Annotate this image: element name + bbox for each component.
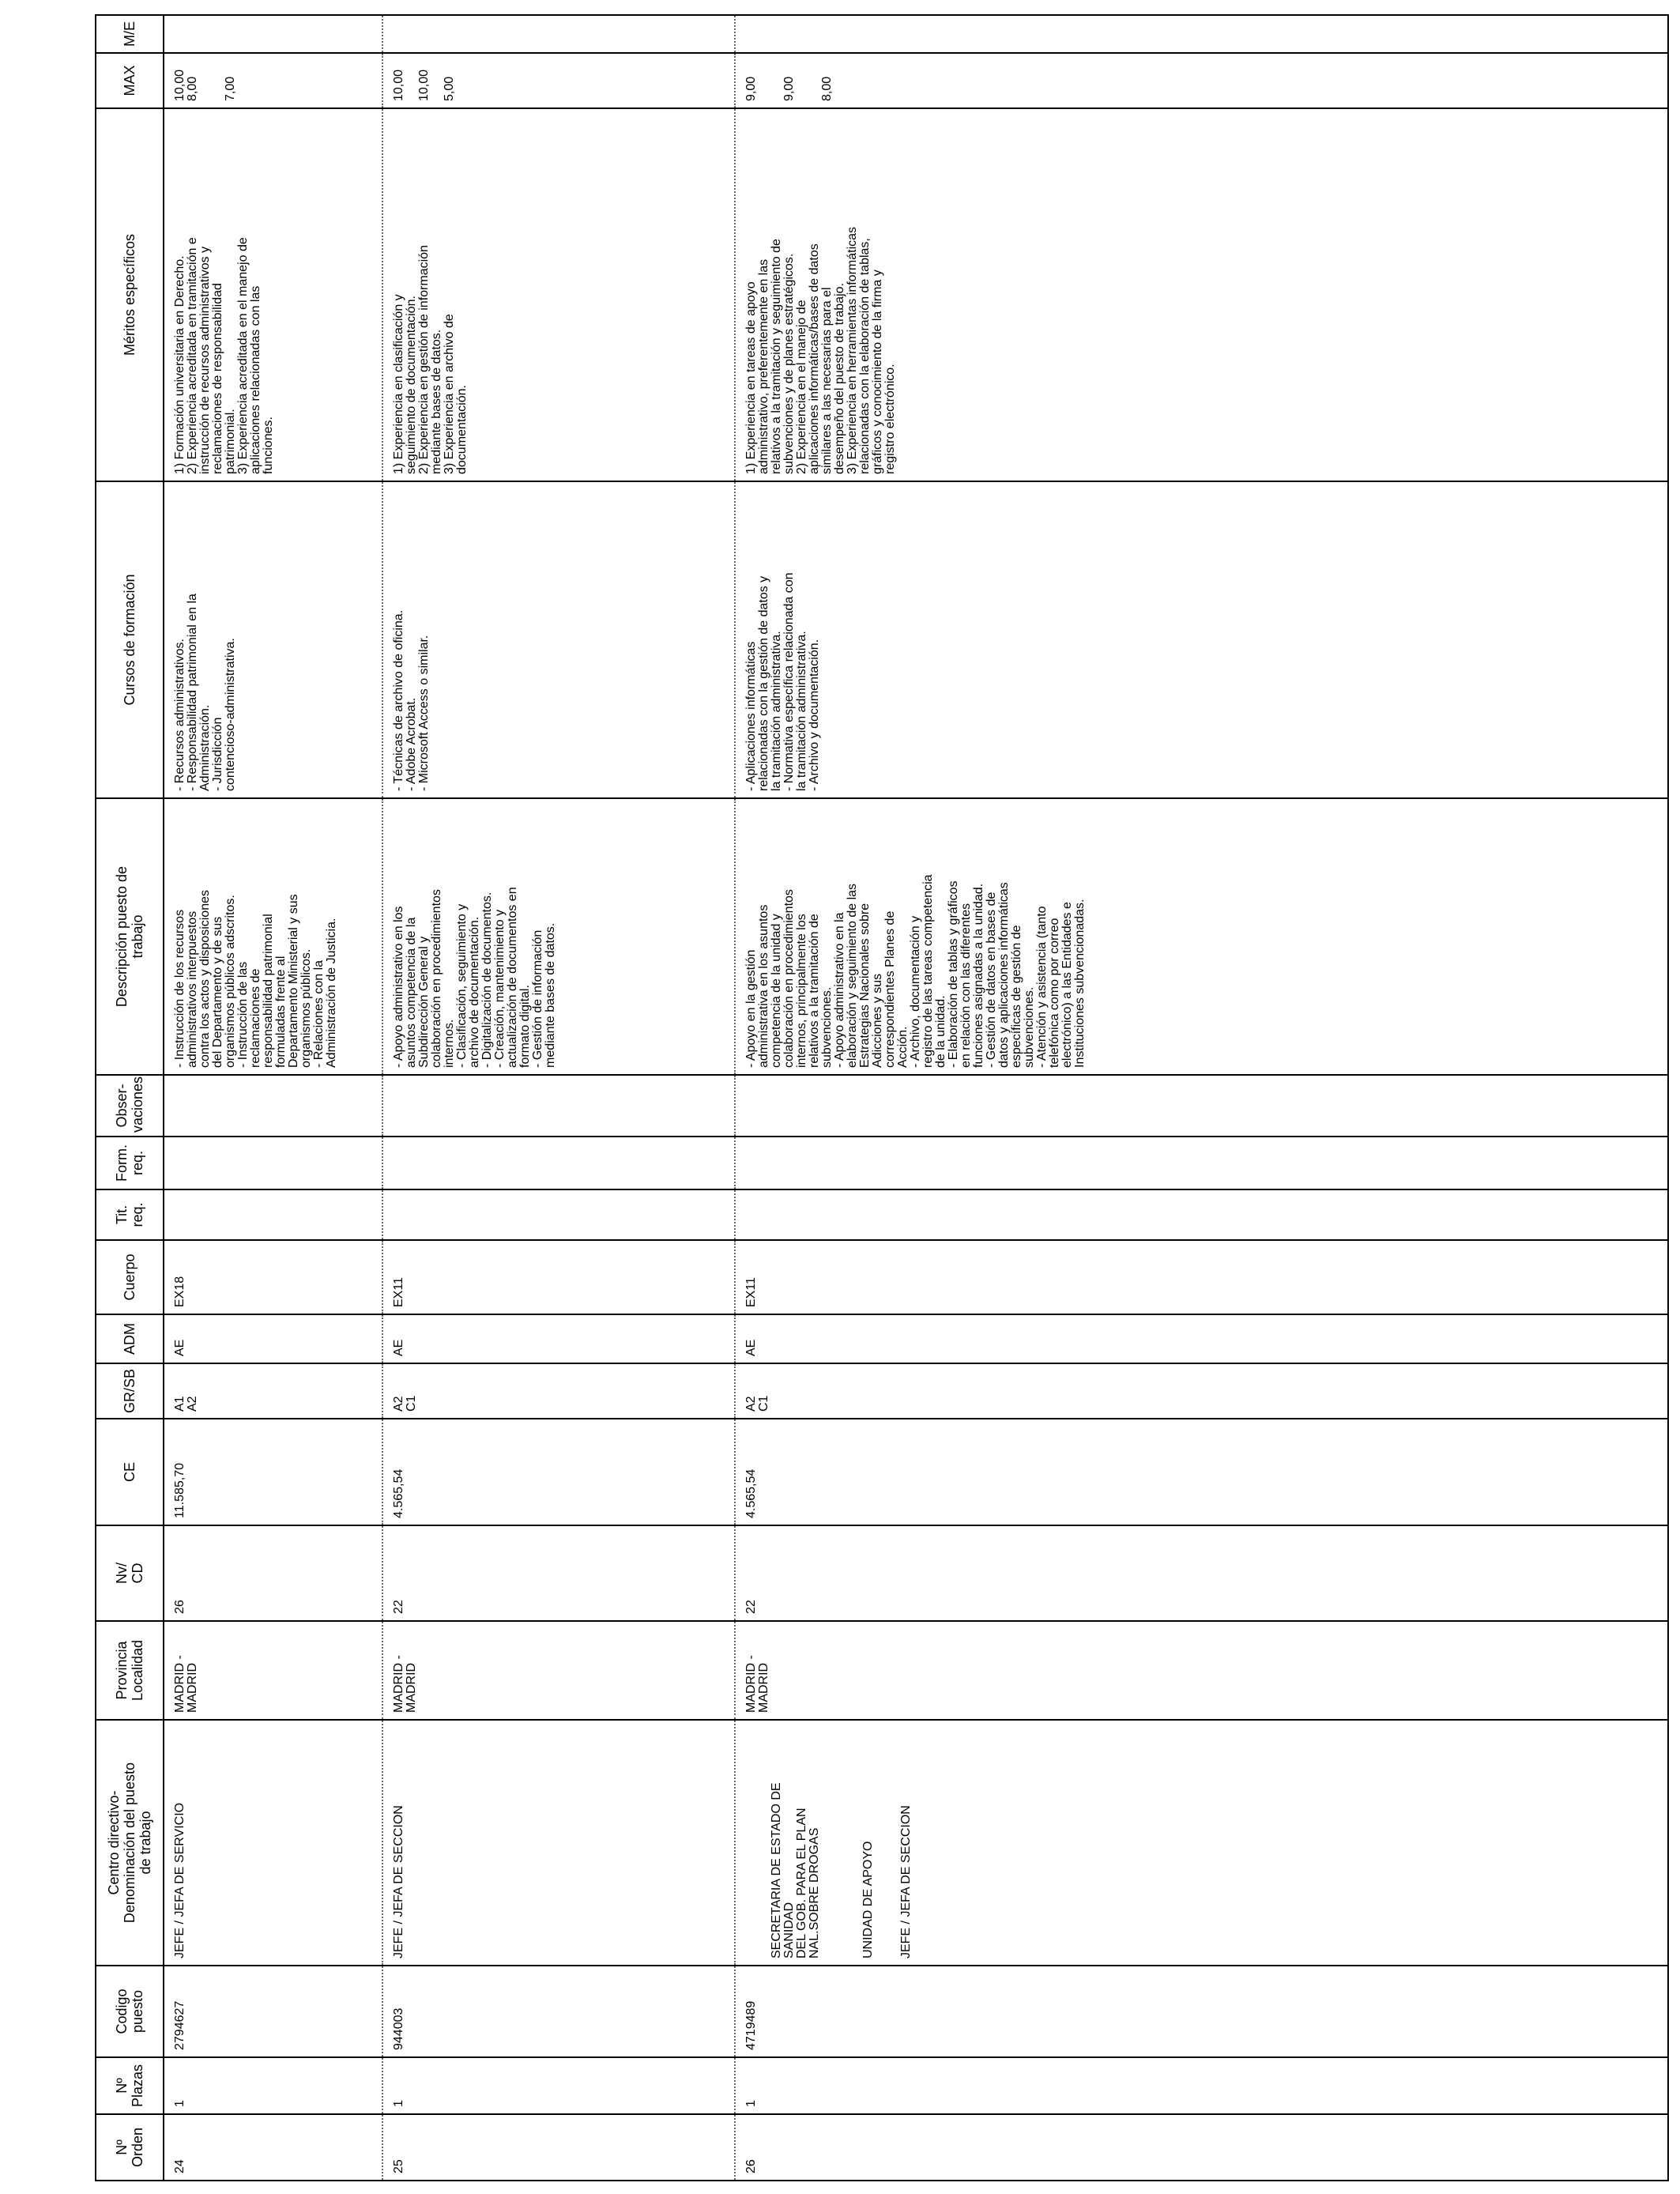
centro-directivo-header: SECRETARIA DE ESTADO DE SANIDAD DEL GOB. PARA EL PLAN NAL.SOBRE DROGAS	[770, 1782, 821, 1958]
cell-adm: AE	[164, 1314, 382, 1363]
cell-grupo: A2 C1	[735, 1363, 1668, 1419]
cell-grupo: A1 A2	[164, 1363, 382, 1419]
cell-cursos: - Técnicas de archivo de oficina. - Adobe Acrobat. - Microsoft Access o similar.	[382, 481, 735, 798]
cell-ce: 4.565,54	[735, 1419, 1668, 1525]
cell-tit	[164, 1189, 382, 1240]
header-form: Form. req.	[96, 1137, 164, 1189]
cell-form	[164, 1137, 382, 1189]
cell-orden: 24	[164, 2114, 382, 2181]
header-meritos: Méritos específicos	[96, 108, 164, 481]
header-ce: CE	[96, 1419, 164, 1525]
cell-grupo: A2 C1	[382, 1363, 735, 1419]
cell-codigo: 944003	[382, 1966, 735, 2057]
cell-cursos: - Recursos administrativos. - Responsabilidad patrimonial en la Administración. - Jurisdicción contencioso-administrativa.	[164, 481, 382, 798]
cell-centro: JEFE / JEFA DE SECCION	[899, 1805, 913, 1958]
cell-plazas: 1	[735, 2057, 1668, 2114]
header-descripcion: Descripción puesto de trabajo	[96, 798, 164, 1075]
cell-centro: JEFE / JEFA DE SECCION	[382, 1720, 735, 1966]
cell-form	[382, 1137, 735, 1189]
cell-max: 9,00 9,00 8,00	[735, 53, 1668, 108]
header-provincia: Provincia Localidad	[96, 1621, 164, 1720]
cell-codigo: 2794627	[164, 1966, 382, 2057]
cell-provincia: MADRID - MADRID	[382, 1621, 735, 1720]
header-nivel: Nv/ CD	[96, 1525, 164, 1621]
cell-meritos: 1) Formación universitaria en Derecho. 2) Experiencia acreditada en tramitación e instrucción de recursos administrativos y reclamaciones de responsabilidad patrimonial. 3) Experiencia acreditada en el manejo de aplicaciones relacionadas con las funciones.	[164, 108, 382, 481]
cell-descripcion: - Instrucción de los recursos administrativos interpuestos contra los actos y disposiciones del Departamento y de sus organismos públicos adscritos. - Instrucción de las reclamaciones de responsabilidad patrimonial formuladas frente al Departamento Ministerial y sus organismos públicos. - Relaciones con la Administración de Justicia.	[164, 798, 382, 1075]
cell-ce: 11.585,70	[164, 1419, 382, 1525]
cell-tit	[735, 1189, 1668, 1240]
table-row	[164, 15, 382, 2181]
cell-me	[164, 15, 382, 53]
cell-provincia: MADRID - MADRID	[735, 1621, 1668, 1720]
cell-centro: JEFE / JEFA DE SERVICIO	[164, 1720, 382, 1966]
header-me: M/E	[96, 15, 164, 53]
cell-descripcion: - Apoyo en la gestión administrativa en los asuntos competencia de la unidad y colaboración en procedimientos internos, principalmente los relativos a la tramitación de subvenciones. - Apoyo administrativo en la elaboración y seguimiento de las Estrategias Nacionales sobre Adicciones y sus correspondientes Planes de Acción. - Archivo, documentación y registro de las tareas competencia de la unidad. - Elaboración de tablas y gráficos en relación con las diferentes funciones asignadas a la unidad. - Gestión de datos en bases de datos y aplicaciones informáticas específicas de gestión de subvenciones. - Atención y asistencia (tanto telefónica como por correo electrónico) a las Entidades e Instituciones subvencionadas.	[735, 798, 1668, 1075]
table-row	[382, 15, 735, 2181]
header-codigo: Codigo puesto	[96, 1966, 164, 2057]
cell-cuerpo: EX11	[735, 1240, 1668, 1314]
cell-me	[382, 15, 735, 53]
rotated-table-wrapper	[95, 16, 1667, 2181]
cell-nivel: 22	[382, 1525, 735, 1621]
header-orden: Nº Orden	[96, 2114, 164, 2181]
cell-cuerpo: EX11	[382, 1240, 735, 1314]
cell-obs	[382, 1075, 735, 1137]
header-row	[96, 15, 164, 2181]
cell-nivel: 26	[164, 1525, 382, 1621]
header-obs: Obser- vaciones	[96, 1075, 164, 1137]
centro-unit: UNIDAD DE APOYO	[861, 1841, 875, 1958]
cell-orden: 26	[735, 2114, 1668, 2181]
header-centro: Centro directivo- Denominación del puesto de trabajo	[96, 1720, 164, 1966]
cell-plazas: 1	[164, 2057, 382, 2114]
cell-provincia: MADRID - MADRID	[164, 1621, 382, 1720]
cell-ce: 4.565,54	[382, 1419, 735, 1525]
header-cursos: Cursos de formación	[96, 481, 164, 798]
cell-meritos: 1) Experiencia en clasificación y seguimiento de documentación. 2) Experiencia en gestión de información mediante bases de datos. 3) Experiencia en archivo de documentación.	[382, 108, 735, 481]
header-cuerpo: Cuerpo	[96, 1240, 164, 1314]
cell-adm: AE	[382, 1314, 735, 1363]
cell-me	[735, 15, 1668, 53]
header-max: MAX	[96, 53, 164, 108]
cell-max: 10,00 10,00 5,00	[382, 53, 735, 108]
header-adm: ADM	[96, 1314, 164, 1363]
header-plazas: Nº Plazas	[96, 2057, 164, 2114]
cell-max: 10,00 8,00 7,00	[164, 53, 382, 108]
cell-tit	[382, 1189, 735, 1240]
cell-form	[735, 1137, 1668, 1189]
cell-orden: 25	[382, 2114, 735, 2181]
cell-codigo: 4719489	[735, 1966, 1668, 2057]
cell-descripcion: - Apoyo administrativo en los asuntos competencia de la Subdirección General y colaboración en procedimientos internos. - Clasificación, seguimiento y archivo de documentación. - Digitalización de documentos. - Creación, mantenimiento y actualización de documentos en formato digital. - Gestión de información mediante bases de datos.	[382, 798, 735, 1075]
cell-centro-group	[735, 1720, 1668, 1966]
cell-obs	[164, 1075, 382, 1137]
cell-plazas: 1	[382, 2057, 735, 2114]
cell-meritos: 1) Experiencia en tareas de apoyo administrativo, preferentemente en las relativos a la tramitación y seguimiento de subvenciones y de planes estratégicos. 2) Experiencia en el manejo de aplicaciones informáticas/bases de datos similares a las necesarias para el desempeño del puesto de trabajo. 3) Experiencia en herramientas informáticas relacionadas con la elaboración de tablas, gráficos y conocimiento de la firma y registro electrónico.	[735, 108, 1668, 481]
header-grupo: GR/SB	[96, 1363, 164, 1419]
cell-cursos: - Aplicaciones informáticas relacionadas con la gestión de datos y la tramitación administrativa. - Normativa específica relacionada con la tramitación administrativa. - Archivo y documentación.	[735, 481, 1668, 798]
cell-cuerpo: EX18	[164, 1240, 382, 1314]
table-row	[735, 15, 1668, 2181]
cell-nivel: 22	[735, 1525, 1668, 1621]
header-tit: Tit. req.	[96, 1189, 164, 1240]
job-positions-table	[95, 14, 1669, 2181]
cell-adm: AE	[735, 1314, 1668, 1363]
cell-obs	[735, 1075, 1668, 1137]
